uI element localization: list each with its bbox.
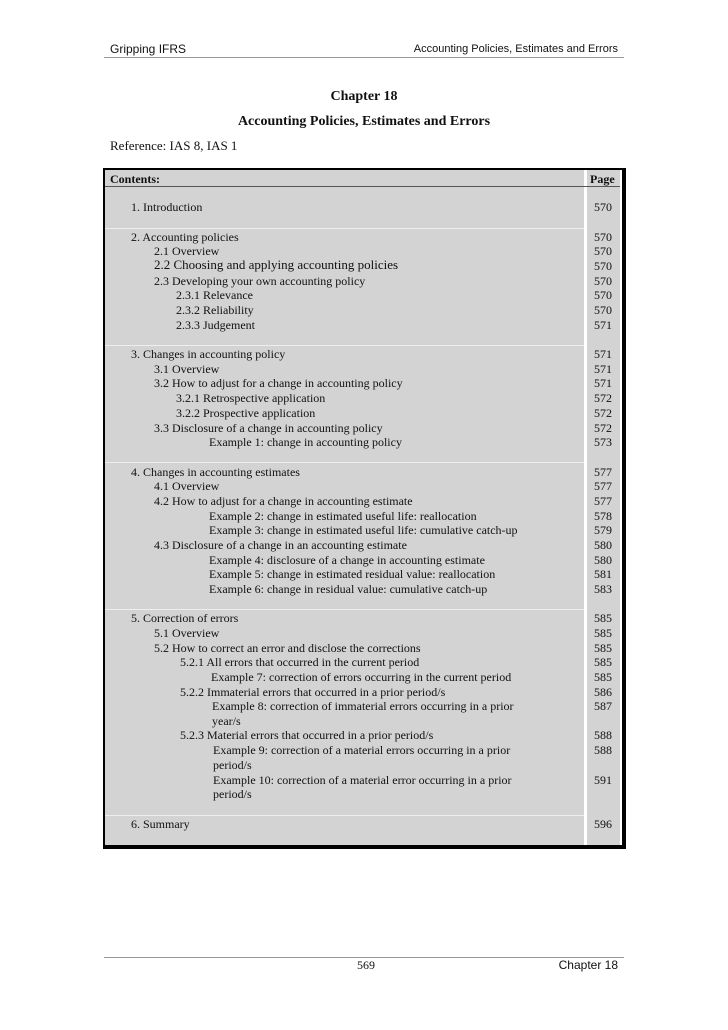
toc-entry: Example 10: correction of a material error occurring in a prior — [213, 773, 512, 787]
toc-entry: 3.1 Overview — [154, 362, 220, 376]
toc-entry: 3.3 Disclosure of a change in accounting policy — [154, 421, 383, 435]
toc-entry: 2.1 Overview — [154, 244, 220, 258]
toc-page: 570 — [594, 274, 612, 288]
toc-page: 577 — [594, 494, 612, 508]
toc-page: 577 — [594, 479, 612, 493]
toc-page: 586 — [594, 685, 612, 699]
toc-entry: 4. Changes in accounting estimates — [131, 465, 300, 479]
toc-entry: 3.2.1 Retrospective application — [176, 391, 326, 405]
section-divider — [105, 345, 584, 346]
toc-page: 585 — [594, 670, 612, 684]
section-divider — [105, 609, 584, 610]
section-divider — [105, 815, 584, 816]
toc-page: 577 — [594, 465, 612, 479]
toc-page: 596 — [594, 817, 612, 831]
toc-entry: 2.2 Choosing and applying accounting policies — [154, 257, 399, 272]
toc-entry: Example 8: correction of immaterial errors occurring in a prior — [212, 699, 514, 713]
toc-entry: 5.2.2 Immaterial errors that occurred in a prior period/s — [180, 685, 446, 699]
running-header-left: Gripping IFRS — [110, 42, 187, 56]
toc-entry: 5.1 Overview — [154, 626, 220, 640]
toc-page: 579 — [594, 523, 612, 537]
section-divider — [105, 228, 584, 229]
header-rule — [104, 57, 624, 58]
page-column-label: Page — [590, 172, 615, 186]
toc-page: 571 — [594, 318, 612, 332]
toc-entry: 2.3 Developing your own accounting policy — [154, 274, 366, 288]
toc-entry: 2.3.3 Judgement — [176, 318, 255, 332]
toc-page: 587 — [594, 699, 612, 713]
toc-page: 571 — [594, 376, 612, 390]
toc-entry: 1. Introduction — [131, 200, 203, 214]
footer-page-number: 569 — [357, 958, 375, 972]
toc-page: 570 — [594, 288, 612, 302]
toc-page: 573 — [594, 435, 612, 449]
chapter-title: Accounting Policies, Estimates and Errors — [237, 114, 491, 129]
toc-page: 572 — [594, 406, 612, 420]
running-header-right: Accounting Policies, Estimates and Errors — [413, 43, 618, 55]
toc-entry: 3.2 How to adjust for a change in accounting policy — [154, 376, 403, 390]
toc-page: 571 — [594, 362, 612, 376]
chapter-number: Chapter 18 — [330, 89, 398, 104]
toc-entry: 3. Changes in accounting policy — [131, 347, 286, 361]
toc-page: 570 — [594, 259, 612, 273]
toc-page: 585 — [594, 641, 612, 655]
toc-entry: Example 2: change in estimated useful life: reallocation — [209, 509, 477, 523]
toc-entry: 5. Correction of errors — [131, 611, 239, 625]
toc-entry: 4.2 How to adjust for a change in accounting estimate — [154, 494, 413, 508]
contents-label: Contents: — [110, 172, 160, 186]
toc-entry: year/s — [212, 714, 241, 728]
toc-page: 572 — [594, 391, 612, 405]
toc-entry: Example 4: disclosure of a change in accounting estimate — [209, 553, 485, 567]
toc-entry: Example 6: change in residual value: cumulative catch-up — [209, 582, 488, 596]
toc-page: 591 — [594, 773, 612, 787]
section-divider — [105, 462, 584, 463]
toc-page: 585 — [594, 655, 612, 669]
toc-page: 570 — [594, 200, 612, 214]
toc-entry: 5.2.1 All errors that occurred in the current period — [180, 655, 420, 669]
toc-entry: period/s — [213, 758, 252, 772]
toc-page: 578 — [594, 509, 612, 523]
toc-entry: 4.3 Disclosure of a change in an accounting estimate — [154, 538, 407, 552]
toc-entry: 4.1 Overview — [154, 479, 220, 493]
toc-page: 585 — [594, 611, 612, 625]
toc-page: 583 — [594, 582, 612, 596]
toc-entry: Example 9: correction of a material errors occurring in a prior — [213, 743, 511, 757]
toc-entry: 6. Summary — [131, 817, 190, 831]
toc-entry: 2.3.2 Reliability — [176, 303, 254, 317]
toc-entry: Example 7: correction of errors occurring in the current period — [211, 670, 512, 684]
reference: Reference: IAS 8, IAS 1 — [110, 138, 238, 153]
toc-page: 571 — [594, 347, 612, 361]
toc-page: 570 — [594, 230, 612, 244]
toc-page: 588 — [594, 743, 612, 757]
toc-entry: Example 5: change in estimated residual value: reallocation — [209, 567, 496, 581]
toc-page: 580 — [594, 553, 612, 567]
toc-entry: 3.2.2 Prospective application — [176, 406, 316, 420]
toc-page: 581 — [594, 567, 612, 581]
toc-entry: 5.2 How to correct an error and disclose the corrections — [154, 641, 421, 655]
toc-entry: 2.3.1 Relevance — [176, 288, 253, 302]
toc-page: 580 — [594, 538, 612, 552]
toc-entry: Example 1: change in accounting policy — [209, 435, 402, 449]
toc-page: 588 — [594, 728, 612, 742]
toc-page: 570 — [594, 244, 612, 258]
toc-page: 585 — [594, 626, 612, 640]
toc-entry: 2. Accounting policies — [131, 230, 239, 244]
footer-chapter: Chapter 18 — [558, 958, 618, 972]
toc-page: 570 — [594, 303, 612, 317]
toc-entry: 5.2.3 Material errors that occurred in a prior period/s — [180, 728, 434, 742]
toc-entry: period/s — [213, 787, 252, 801]
toc-page: 572 — [594, 421, 612, 435]
toc-entry: Example 3: change in estimated useful life: cumulative catch-up — [209, 523, 518, 537]
contents-header-rule — [105, 186, 620, 187]
